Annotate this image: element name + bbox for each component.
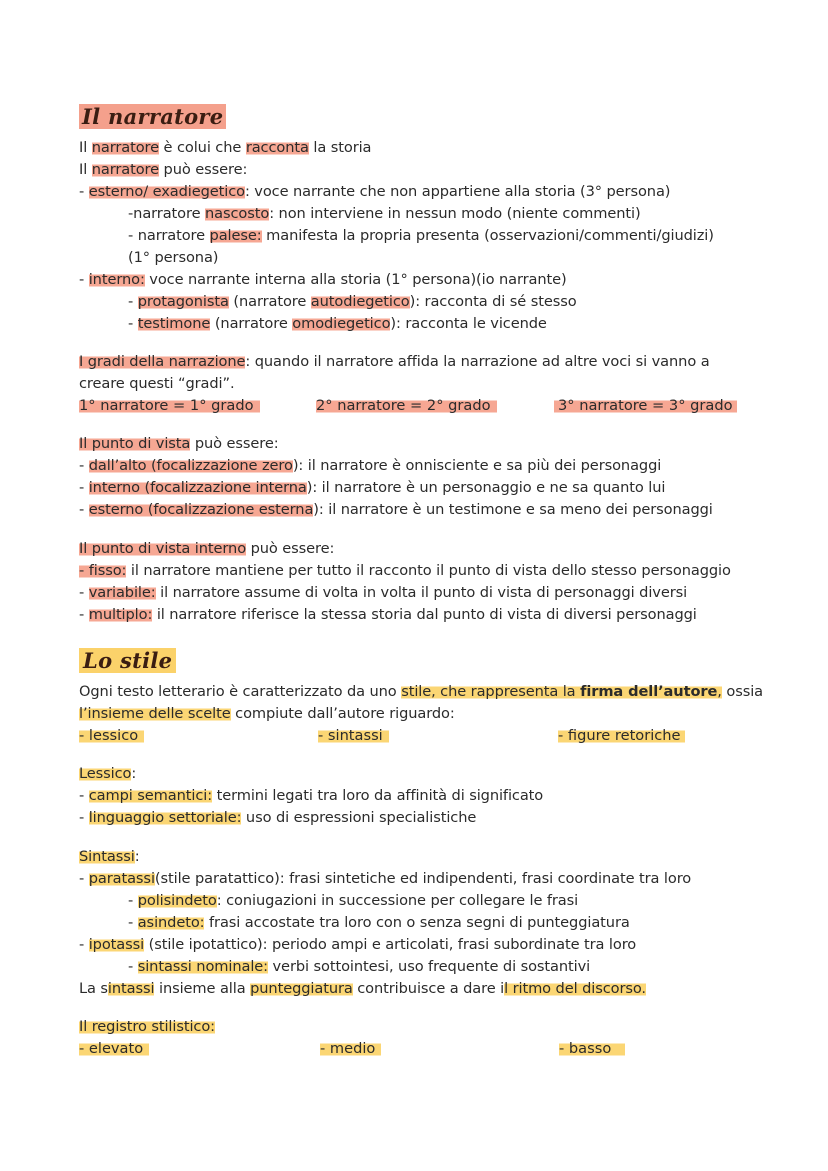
text-line [79, 869, 691, 889]
text-line [128, 226, 714, 246]
highlight: autodiegetico [310, 293, 410, 310]
text-run: Ogni testo letterario è caratterizzato da uno [79, 683, 402, 700]
text-line [79, 352, 710, 372]
registro-elevato [79, 1039, 149, 1059]
text-run: termini legati tra loro da affinità di significato [212, 787, 544, 804]
text-run: ): il narratore è un testimone e sa meno dei personaggi [313, 501, 713, 518]
text-run: contribuisce a dare i [352, 980, 505, 997]
text-run: (stile ipotattico): periodo ampi e articolati, frasi subordinate tra loro [144, 936, 637, 953]
section-title-narratore [79, 104, 226, 130]
text-line [79, 456, 661, 476]
text-line [79, 764, 136, 784]
text-run: - [79, 870, 89, 887]
section-title-stile [79, 648, 176, 674]
text-run: - medio [320, 1040, 381, 1057]
text-line [79, 270, 567, 290]
text-run: : [131, 765, 137, 782]
text-run: uso di espressioni specialistiche [241, 809, 477, 826]
text-line [79, 583, 687, 603]
highlight: l ritmo del discorso. [504, 980, 646, 997]
text-line [128, 957, 590, 977]
text-run: - [79, 787, 89, 804]
text-run: 2° narratore = 2° grado [316, 397, 497, 414]
text-line [128, 314, 547, 334]
highlight: stile, che rappresenta la [401, 683, 581, 700]
text-run: può essere: [190, 435, 279, 452]
highlight: nascosto [205, 205, 270, 222]
highlight: ipotassi [88, 936, 145, 953]
text-run: compiute dall’autore riguardo: [230, 705, 455, 722]
text-line [79, 182, 670, 202]
text-line [79, 500, 713, 520]
text-run: - [79, 271, 89, 288]
text-run: ): il narratore è onnisciente e sa più dei personaggi [292, 457, 662, 474]
text-run: frasi accostate tra loro con o senza segni di punteggiatura [204, 914, 630, 931]
text-run: è colui che [159, 139, 246, 156]
highlight: interno (focalizzazione interna [88, 479, 307, 496]
text-run: può essere: [246, 540, 335, 557]
title-text: Lo stile [79, 648, 176, 673]
text-run: la storia [308, 139, 372, 156]
text-run: creare questi “gradi”. [79, 375, 235, 392]
text-run: il narratore assume di volta in volta il punto di vista di personaggi diversi [155, 584, 688, 601]
text-run: insieme alla [154, 980, 251, 997]
highlight: narratore [91, 161, 159, 178]
text-line [79, 704, 455, 724]
text-line [128, 248, 218, 268]
text-run: - [79, 606, 89, 623]
text-line [79, 434, 279, 454]
text-run: - [128, 892, 138, 909]
text-run: - [79, 584, 89, 601]
text-run: - [79, 457, 89, 474]
text-line [128, 891, 578, 911]
text-run: : voce narrante che non appartiene alla storia (3° persona) [244, 183, 671, 200]
highlight: racconta [245, 139, 309, 156]
grado-2 [316, 396, 497, 416]
text-run: Il [79, 161, 92, 178]
text-run: il narratore riferisce la stessa storia dal punto di vista di diversi personaggi [152, 606, 697, 623]
text-run: ): racconta di sé stesso [409, 293, 577, 310]
highlight: Il punto di vista interno [79, 540, 247, 557]
text-run: 1° narratore = 1° grado [79, 397, 260, 414]
highlight: protagonista [137, 293, 229, 310]
text-run: - [79, 809, 89, 826]
text-line [128, 913, 630, 933]
text-line [79, 160, 247, 180]
text-run: 3° narratore = 3° grado [554, 397, 737, 414]
text-line [79, 605, 697, 625]
text-line [79, 539, 334, 559]
highlight: narratore [91, 139, 159, 156]
text-line [79, 561, 731, 581]
highlight: dall’alto (focalizzazione zero [88, 457, 293, 474]
text-line [79, 478, 665, 498]
text-line [128, 204, 641, 224]
grado-1 [79, 396, 260, 416]
stile-figure-retoriche [558, 726, 685, 746]
registro-medio [320, 1039, 381, 1059]
highlight: esterno/ exadiegetico [88, 183, 245, 200]
text-run: - lessico [79, 727, 144, 744]
stile-lessico [79, 726, 144, 746]
highlight: Lessico [79, 765, 132, 782]
highlight: multiplo: [88, 606, 153, 623]
highlight: punteggiatura [250, 980, 353, 997]
text-run: ): il narratore è un personaggio e ne sa quanto lui [306, 479, 666, 496]
text-run: - [128, 914, 138, 931]
highlight: testimone [137, 315, 211, 332]
highlight: sintassi nominale: [137, 958, 268, 975]
highlight: interno: [88, 271, 145, 288]
highlight: variabile: [88, 584, 156, 601]
text-line [79, 138, 371, 158]
text-line [79, 682, 763, 702]
highlight: intassi [107, 980, 155, 997]
text-line [79, 1017, 215, 1037]
text-run: - sintassi [318, 727, 389, 744]
text-run: il narratore mantiene per tutto il racconto il punto di vista dello stesso personaggio [126, 562, 731, 579]
text-run: - [128, 315, 138, 332]
highlight: palese: [209, 227, 262, 244]
text-line [128, 292, 577, 312]
highlight: l’insieme delle scelte [79, 705, 231, 722]
highlight: Il registro stilistico: [79, 1018, 215, 1035]
text-run: ): racconta le vicende [390, 315, 547, 332]
text-line [79, 808, 476, 828]
text-line [79, 847, 140, 867]
highlight: paratassi [88, 870, 155, 887]
text-run: - elevato [79, 1040, 149, 1057]
registro-basso [559, 1039, 625, 1059]
text-run: - figure retoriche [558, 727, 685, 744]
title-text: Il narratore [79, 104, 226, 129]
grado-3 [554, 396, 737, 416]
highlight: linguaggio settoriale: [88, 809, 242, 826]
highlight: Sintassi [79, 848, 135, 865]
text-run: : quando il narratore affida la narrazione ad altre voci si vanno a [245, 353, 710, 370]
highlight: firma dell’autore [580, 683, 718, 700]
text-run: - [128, 958, 138, 975]
text-run: - [79, 936, 89, 953]
text-run: - [79, 183, 89, 200]
text-run: manifesta la propria presenta (osservazioni/commenti/giudizi) [261, 227, 714, 244]
text-run: - basso [559, 1040, 625, 1057]
highlight: polisindeto [137, 892, 217, 909]
text-run: (narratore [228, 293, 311, 310]
highlight: esterno (focalizzazione esterna [88, 501, 314, 518]
text-run: - [79, 479, 89, 496]
highlight: asindeto: [137, 914, 205, 931]
text-run: (stile paratattico): frasi sintetiche ed indipendenti, frasi coordinate tra loro [154, 870, 692, 887]
text-line [79, 979, 646, 999]
text-run: - [128, 293, 138, 310]
text-run: : [134, 848, 140, 865]
text-run: - narratore [128, 227, 210, 244]
text-run: -narratore [128, 205, 205, 222]
highlight: Il punto di vista [79, 435, 191, 452]
text-line [79, 786, 543, 806]
highlight: - fisso: [79, 562, 127, 579]
highlight: omodiegetico [292, 315, 391, 332]
text-run: può essere: [159, 161, 248, 178]
text-run: verbi sottointesi, uso frequente di sostantivi [267, 958, 591, 975]
text-run: Il [79, 139, 92, 156]
text-run: (narratore [210, 315, 293, 332]
text-run: La s [79, 980, 108, 997]
text-run: : non interviene in nessun modo (niente commenti) [269, 205, 641, 222]
text-run: : coniugazioni in successione per collegare le frasi [216, 892, 579, 909]
text-line [79, 374, 235, 394]
text-run: - [79, 501, 89, 518]
text-run: ossia [721, 683, 764, 700]
text-line [79, 935, 636, 955]
highlight: campi semantici: [88, 787, 213, 804]
highlight: , [717, 683, 722, 700]
text-run: voce narrante interna alla storia (1° persona)(io narrante) [144, 271, 567, 288]
stile-sintassi [318, 726, 389, 746]
highlight: I gradi della narrazione [79, 353, 246, 370]
text-run: (1° persona) [128, 249, 219, 266]
